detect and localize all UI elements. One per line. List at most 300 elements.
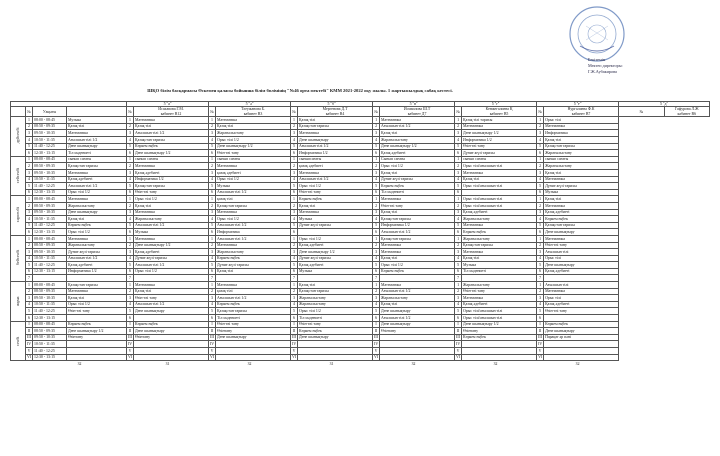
lesson-number: 6 xyxy=(209,189,216,196)
day-cell xyxy=(11,156,26,196)
subject-cell: Дүние жүзі тарихы xyxy=(380,176,455,183)
subject-cell: Өзін-өзі тану xyxy=(216,150,291,157)
header-spacer xyxy=(67,107,127,117)
lesson-time: 08:50 - 09:35 xyxy=(33,328,67,335)
lesson-number: 3 xyxy=(455,209,462,216)
subject-cell: Математика xyxy=(67,288,127,295)
lesson-number: 2 xyxy=(127,242,134,249)
subject-cell: Көркем еңбек xyxy=(544,321,619,328)
lesson-number: 3 xyxy=(209,169,216,176)
lesson-number: 2 xyxy=(455,202,462,209)
lesson-number: 5 xyxy=(127,183,134,190)
lesson-number: 3 xyxy=(373,130,380,137)
lesson-number: 2 xyxy=(291,123,298,130)
lesson-number: 3 xyxy=(455,249,462,256)
class-teacher-header xyxy=(380,107,455,117)
cabinet-label: кабинет В6 xyxy=(677,111,697,116)
class-code-header: 5 "д" xyxy=(619,102,710,107)
lesson-number: 5 xyxy=(291,183,298,190)
subject-cell: Қазақ әдебиеті xyxy=(544,209,619,216)
lesson-number: 2 xyxy=(537,242,544,249)
subject-cell xyxy=(462,354,537,361)
lesson-number: 1 xyxy=(373,196,380,203)
lesson-time: 11:40 - 12:25 xyxy=(33,262,67,269)
subject-cell: Ағылшын тілі 1/2 xyxy=(67,255,127,262)
subject-cell: Дене шынықтыру 1/2 xyxy=(462,321,537,328)
subject-cell: Жаратылыстану xyxy=(67,242,127,249)
table-row xyxy=(11,150,710,157)
subject-cell: Өзінтану xyxy=(380,328,455,335)
lesson-number: 7 xyxy=(127,275,134,282)
day-cell xyxy=(11,235,26,281)
lesson-number: 3 xyxy=(373,209,380,216)
lesson-number: 6 xyxy=(26,268,33,275)
subject-cell: Математика xyxy=(216,242,291,249)
subject-cell: Ағылшын тілі 1/2 xyxy=(380,288,455,295)
subject-cell: Музыка xyxy=(298,216,373,223)
lesson-number: 3 xyxy=(373,295,380,302)
subject-cell: Математика xyxy=(298,130,373,137)
day-name: жұма xyxy=(14,296,20,307)
lesson-number: VI xyxy=(27,355,32,360)
subject-cell: Ағылшын тілі 1/2 xyxy=(380,229,455,236)
lesson-number: 4 xyxy=(537,137,544,144)
subject-cell xyxy=(134,348,209,355)
subject-cell: Көркем еңбек xyxy=(216,255,291,262)
table-row xyxy=(11,189,710,196)
lesson-number: IV xyxy=(128,342,133,346)
table-row xyxy=(11,328,710,335)
subject-cell: Ағылшын тілі 1/2 xyxy=(67,183,127,190)
subject-cell: Математика xyxy=(380,117,455,124)
subject-cell xyxy=(380,341,455,348)
lesson-number: 3 xyxy=(373,169,380,176)
subject-cell: Орыс тілі/ағылшын тілі xyxy=(462,202,537,209)
lesson-number: 1 xyxy=(209,196,216,203)
lesson-number-header: № xyxy=(455,107,462,117)
subject-cell: сынып сағаты xyxy=(544,156,619,163)
lesson-number: I xyxy=(26,321,33,328)
table-row xyxy=(11,202,710,209)
subject-cell: Математика xyxy=(462,249,537,256)
subject-cell: Дене шынықтыру xyxy=(134,308,209,315)
subject-cell: Сынып сағаты xyxy=(380,156,455,163)
lesson-number: 4 xyxy=(209,255,216,262)
lesson-number: 6 xyxy=(291,229,298,236)
lesson-number: VI xyxy=(210,355,215,360)
lesson-time: 09:50 - 10:35 xyxy=(33,334,67,341)
subject-cell: Қазақ әдебиеті xyxy=(544,268,619,275)
lesson-number: 7 xyxy=(291,275,298,282)
subject-cell: Қазақстан тарихы xyxy=(380,216,455,223)
lesson-number: 1 xyxy=(127,196,134,203)
lesson-number: 1 xyxy=(127,235,134,242)
subject-cell: Ағылшын тілі 1/2 xyxy=(134,130,209,137)
table-row xyxy=(11,183,710,190)
lesson-number: 5 xyxy=(127,222,134,229)
lesson-number: II xyxy=(291,328,298,335)
lesson-number: II xyxy=(455,328,462,335)
table-row xyxy=(11,275,710,282)
lesson-number-header: № xyxy=(619,107,664,117)
lesson-number: II xyxy=(26,328,33,335)
lesson-number: 2 xyxy=(455,242,462,249)
subject-cell xyxy=(67,354,127,361)
subject-cell: Дүние жүзі тарихы xyxy=(298,255,373,262)
table-row xyxy=(11,143,710,150)
subject-cell: Қазақ тілі xyxy=(380,209,455,216)
cabinet-label: кабинет В5 xyxy=(489,111,509,116)
lesson-number: 4 xyxy=(291,301,298,308)
subject-cell: сыныпсағаты xyxy=(298,156,373,163)
lesson-number: 1 xyxy=(209,117,216,124)
subject-cell: Орыс тілі/ағылшын тілі xyxy=(462,196,537,203)
lesson-number: 5 xyxy=(291,308,298,315)
subject-cell: Орыс тілі 1/2 xyxy=(380,262,455,269)
lesson-number: 5 xyxy=(537,183,544,190)
lesson-number: 1 xyxy=(26,282,33,289)
weekly-total: 32 xyxy=(411,361,416,366)
subject-cell: Көркем еңбек xyxy=(298,328,373,335)
table-row xyxy=(11,117,710,124)
lesson-number: II xyxy=(537,328,544,335)
table-row xyxy=(11,196,710,203)
lesson-number: VI xyxy=(538,355,543,360)
lesson-number: 1 xyxy=(209,282,216,289)
lesson-number: 3 xyxy=(26,169,33,176)
lesson-number: 4 xyxy=(373,137,380,144)
subject-cell: Математика xyxy=(67,130,127,137)
lesson-number: V xyxy=(291,348,298,355)
subject-cell: Дене шынықтыру xyxy=(380,308,455,315)
lesson-number: 3 xyxy=(291,295,298,302)
subject-cell: Қазақстан тарихы xyxy=(67,282,127,289)
subject-cell: Ағылшын тілі 1/2 xyxy=(298,143,373,150)
lesson-number: 5 xyxy=(127,308,134,315)
subject-cell: Қазақ әдебиеті xyxy=(462,209,537,216)
lesson-number: 2 xyxy=(209,163,216,170)
lesson-number: IV xyxy=(456,342,461,346)
subject-cell: Дене шынықтыру xyxy=(298,334,373,341)
lesson-number: V xyxy=(209,348,216,355)
lesson-number: 2 xyxy=(127,123,134,130)
lesson-number: V xyxy=(127,348,134,355)
table-row xyxy=(11,295,710,302)
subject-cell: Математика xyxy=(134,163,209,170)
table-row xyxy=(11,216,710,223)
subject-cell: Математика xyxy=(216,209,291,216)
lesson-number: IV xyxy=(27,342,32,346)
lesson-number: 5 xyxy=(373,183,380,190)
subject-cell: Математика xyxy=(298,169,373,176)
lesson-number: 4 xyxy=(455,137,462,144)
approval-line: Бекітемін xyxy=(588,57,606,62)
subject-cell: Қазақ тілі xyxy=(462,255,537,262)
lesson-number: 2 xyxy=(209,202,216,209)
subject-cell: Математика xyxy=(134,117,209,124)
subject-cell: Дене шынықтыру 1/2 xyxy=(298,249,373,256)
subject-cell: Ағылшын тілі 1/2 xyxy=(298,176,373,183)
lesson-time: 09:50 - 10:35 xyxy=(33,295,67,302)
subject-cell: Қазақ әдебиеті xyxy=(462,301,537,308)
subject-cell xyxy=(462,275,537,282)
subject-cell: Орыс тілі/ағылшын тілі xyxy=(462,315,537,322)
subject-cell: Қазақ тілі xyxy=(134,123,209,130)
subject-cell: Қазақ тілі xyxy=(216,268,291,275)
lesson-number: 6 xyxy=(291,268,298,275)
document-title: ШҚО білім басқармасы Өскемен қаласы бойынша білім бөлімінің "№46 орта мектебі" КММ 2021-2022 оқу жылы. 1 жартыжылдық сабақ кестесі. xyxy=(147,88,453,93)
approval-line: Г.Ж.Аубакирова xyxy=(588,69,617,74)
lesson-number: 6 xyxy=(127,268,134,275)
subject-cell: Математика xyxy=(216,282,291,289)
lesson-number: II xyxy=(209,328,216,335)
subject-cell: Көркем еңбек xyxy=(134,321,209,328)
subject-cell: Тіл мәдениеті xyxy=(380,189,455,196)
lesson-number: 3 xyxy=(455,169,462,176)
lesson-number: 4 xyxy=(455,255,462,262)
lesson-number: 2 xyxy=(127,202,134,209)
teacher-name: Нургалиева Ф.К xyxy=(567,107,595,112)
subject-cell xyxy=(134,354,209,361)
subject-cell: Қазақ әдебиеті xyxy=(298,242,373,249)
class-code-header: 5 "ғ" xyxy=(537,102,619,107)
subject-cell: Өзін-өзі тану xyxy=(216,321,291,328)
subject-cell: сынып сағаты xyxy=(216,156,291,163)
lesson-number: 6 xyxy=(373,268,380,275)
lesson-number: 3 xyxy=(373,249,380,256)
footer-spacer xyxy=(11,361,33,367)
lesson-number: 5 xyxy=(209,262,216,269)
lesson-time: 11:40 - 12:25 xyxy=(33,348,67,355)
lesson-number: 6 xyxy=(373,150,380,157)
subject-cell: Дене шынықтыру xyxy=(216,334,291,341)
lesson-number: 7 xyxy=(26,275,33,282)
lesson-number: 6 xyxy=(455,268,462,275)
table-row xyxy=(11,262,710,269)
lesson-number: 1 xyxy=(373,156,380,163)
subject-cell: Орыс тілі 1/2 xyxy=(67,229,127,236)
lesson-number: 1 xyxy=(373,282,380,289)
day-cell xyxy=(11,321,26,361)
lesson-number: 6 xyxy=(26,150,33,157)
lesson-number: 3 xyxy=(127,169,134,176)
subject-cell: Өзін-өзі тану xyxy=(134,189,209,196)
lesson-number: 2 xyxy=(291,163,298,170)
subject-cell: Көркем еңбек xyxy=(67,321,127,328)
subject-cell: Математика xyxy=(462,222,537,229)
subject-cell: Қазақстан тарихы xyxy=(462,242,537,249)
subject-cell: Жаратылыстану xyxy=(544,150,619,157)
lesson-number: 3 xyxy=(209,249,216,256)
cabinet-label: кабинет Д7 xyxy=(407,111,427,116)
lesson-number: 2 xyxy=(373,202,380,209)
subject-cell: Қазақстан тарихы xyxy=(298,288,373,295)
subject-cell: Жаратылыстану xyxy=(462,282,537,289)
subject-cell: Орыс тілі 1/2 xyxy=(67,301,127,308)
subject-cell: Орыс тілі 1/2 xyxy=(298,308,373,315)
lesson-number: 2 xyxy=(209,242,216,249)
subject-cell: Қазақ тілі xyxy=(67,216,127,223)
subject-cell: Дүние жүзі тарихы xyxy=(462,150,537,157)
subject-cell: Ағылшын тілі 1/2 xyxy=(134,301,209,308)
lesson-number: 4 xyxy=(127,216,134,223)
lesson-number: VI xyxy=(128,355,133,360)
lesson-number: I xyxy=(291,321,298,328)
teacher-name: Исахаnова Г.М. xyxy=(158,107,184,112)
lesson-number: 6 xyxy=(537,315,544,322)
weekly-total: 32 xyxy=(77,361,82,366)
lesson-number: 5 xyxy=(127,143,134,150)
subject-cell xyxy=(544,348,619,355)
lesson-number: 3 xyxy=(537,209,544,216)
lesson-time: 10:50 - 11:35 xyxy=(33,216,67,223)
subject-cell: Өзін-өзі тану xyxy=(380,202,455,209)
lesson-number: 5 xyxy=(127,262,134,269)
day-name: сейсенбі xyxy=(14,167,20,184)
subject-cell xyxy=(298,275,373,282)
teacher-name: Мергенова Д.Т xyxy=(322,107,348,112)
table-row xyxy=(11,354,710,361)
subject-cell: Жаратылыстану xyxy=(298,295,373,302)
lesson-number: II xyxy=(373,328,380,335)
lesson-number: 5 xyxy=(455,262,462,269)
lesson-number: 3 xyxy=(455,295,462,302)
lesson-number: 5 xyxy=(537,143,544,150)
subject-cell: қазақ тілі xyxy=(216,196,291,203)
lesson-number: 1 xyxy=(291,117,298,124)
subject-cell: Қазақ тілі xyxy=(67,295,127,302)
lesson-number: 5 xyxy=(209,183,216,190)
subject-cell: Қазақ тілі xyxy=(380,169,455,176)
day-name: дүйсенбі xyxy=(14,127,20,144)
subject-cell: Ағылшын тілі 1/2 xyxy=(380,123,455,130)
lesson-number: 1 xyxy=(455,282,462,289)
lesson-number: 6 xyxy=(26,189,33,196)
class-code-header: 5 "б" xyxy=(291,102,373,107)
subject-cell: Информатика 1/2 xyxy=(298,150,373,157)
subject-cell: Математика xyxy=(462,123,537,130)
lesson-number: III xyxy=(210,335,214,340)
lesson-number: 3 xyxy=(537,130,544,137)
subject-cell xyxy=(67,315,127,322)
subject-cell: Көркем еңбек xyxy=(544,216,619,223)
subject-cell: Музыка xyxy=(544,189,619,196)
lesson-number: 4 xyxy=(26,176,33,183)
lesson-number: 2 xyxy=(127,163,134,170)
table-row xyxy=(11,235,710,242)
lesson-time: 08:00 - 08:45 xyxy=(33,117,67,124)
lesson-number: 4 xyxy=(373,255,380,262)
weekly-total: 31 xyxy=(165,361,170,366)
subject-cell: Қазақ әдебиеті xyxy=(298,262,373,269)
subject-cell: Музыка xyxy=(134,229,209,236)
subject-cell: Қазақ әдебиеті xyxy=(67,176,127,183)
footer-totals-row xyxy=(11,361,710,367)
lesson-number: VI xyxy=(456,355,461,360)
subject-cell: Өзін-өзі тану xyxy=(298,321,373,328)
subject-cell: Музыка xyxy=(298,268,373,275)
lesson-number-header: № xyxy=(537,107,544,117)
lesson-number: 1 xyxy=(373,117,380,124)
lesson-number: III xyxy=(374,335,378,340)
class-teacher-header xyxy=(544,107,619,117)
lesson-time: 09:50 - 10:35 xyxy=(33,209,67,216)
subject-cell: Математика xyxy=(134,209,209,216)
class-code-header: 5 "ә" xyxy=(209,102,291,107)
lesson-number: 6 xyxy=(127,315,134,322)
subject-cell: Дене шынықтыру xyxy=(67,209,127,216)
lesson-number: III xyxy=(27,335,31,340)
lesson-number: 2 xyxy=(537,163,544,170)
lesson-number: 2 xyxy=(26,202,33,209)
lesson-number: 1 xyxy=(291,282,298,289)
lesson-number: III xyxy=(456,335,460,340)
subject-cell: Көркем еңбек xyxy=(462,229,537,236)
subject-cell: Ағылшын тілі 1/2 xyxy=(216,222,291,229)
lesson-number: 6 xyxy=(455,150,462,157)
lesson-number: 5 xyxy=(26,308,33,315)
lesson-number: 3 xyxy=(26,209,33,216)
lesson-number: I xyxy=(455,321,462,328)
lesson-number: 1 xyxy=(209,156,216,163)
lesson-number: II xyxy=(127,328,134,335)
subject-cell: Орыс тілі xyxy=(544,255,619,262)
subject-cell: Өзінтану xyxy=(67,334,127,341)
subject-cell: Ағылшын тілі 1/2 xyxy=(216,295,291,302)
day-cell xyxy=(11,196,26,236)
subject-cell: Өзін-өзі тану xyxy=(544,242,619,249)
lesson-number: 3 xyxy=(209,130,216,137)
lesson-time: 10:50 - 11:35 xyxy=(33,137,67,144)
lesson-number: 4 xyxy=(537,301,544,308)
lesson-time: 08:00 - 08:45 xyxy=(33,156,67,163)
subject-cell: Көркем еңбек xyxy=(380,268,455,275)
cabinet-label: кабинет В12 xyxy=(160,111,182,116)
lesson-number: 1 xyxy=(127,156,134,163)
subject-cell: Өзін-өзі тану xyxy=(298,189,373,196)
subject-cell: Қазақ әдебиеті xyxy=(544,301,619,308)
table-row xyxy=(11,301,710,308)
lesson-number: 5 xyxy=(537,222,544,229)
table-row xyxy=(11,288,710,295)
lesson-number: 3 xyxy=(127,249,134,256)
table-row xyxy=(11,255,710,262)
subject-cell: Қазақ әдебиеті xyxy=(67,262,127,269)
table-row xyxy=(11,156,710,163)
lesson-number: 4 xyxy=(537,216,544,223)
table-row xyxy=(11,348,710,355)
lesson-number: 6 xyxy=(209,150,216,157)
subject-cell: Дене шынықтыру xyxy=(544,328,619,335)
lesson-number: 2 xyxy=(537,123,544,130)
weekly-total: 32 xyxy=(247,361,252,366)
lesson-number: 4 xyxy=(127,176,134,183)
subject-cell: Математика xyxy=(216,117,291,124)
subject-cell: Информатика 1/2 xyxy=(67,268,127,275)
subject-cell: Жаратылыстану xyxy=(462,216,537,223)
row-number-header: № xyxy=(26,107,33,117)
lesson-number: 2 xyxy=(373,242,380,249)
subject-cell: Қазақ тілі xyxy=(298,117,373,124)
lesson-time: 10:50 - 11:35 xyxy=(33,341,67,348)
lesson-number: 1 xyxy=(537,235,544,242)
lesson-number: 5 xyxy=(537,308,544,315)
lesson-number: 1 xyxy=(127,282,134,289)
lesson-number: 4 xyxy=(127,255,134,262)
lesson-number: III xyxy=(538,335,542,340)
lesson-number: 4 xyxy=(291,176,298,183)
lesson-number: 3 xyxy=(291,209,298,216)
